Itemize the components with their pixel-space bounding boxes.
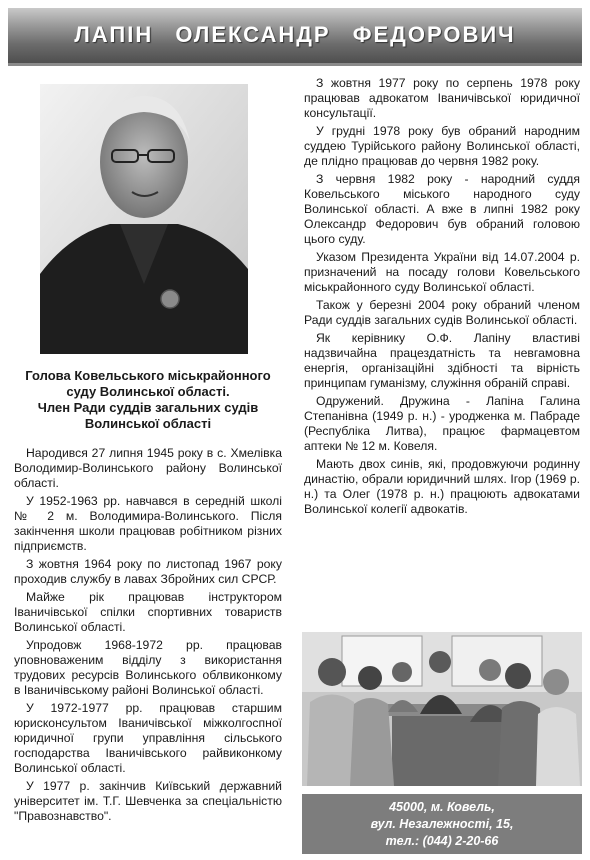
caption-line: Голова Ковельського міськрайонного (25, 368, 271, 383)
biography-paragraph: Мають двох синів, які, продовжуючи родинну династію, обрали юридичний шлях. Ігор (1969 р. н.) та Олег (1978 р. н.) працюють адвокатами Волинської колегії адвокатів. (304, 457, 580, 516)
page-title: ЛАПІН ОЛЕКСАНДР ФЕДОРОВИЧ (74, 22, 516, 47)
portrait-photo (40, 84, 248, 354)
group-photo (302, 632, 582, 786)
biography-paragraph: У 1952-1963 рр. навчався в середній школі № 2 м. Володимира-Волинського. Після закінчення школи працював робітником різних підприємств. (14, 494, 282, 553)
biography-paragraph: Також у березні 2004 року обраний членом Ради суддів загальних судів Волинської області. (304, 298, 580, 327)
header-banner (8, 8, 582, 66)
biography-paragraph: Указом Президента України від 14.07.2004 р. призначений на посаду голови Ковельського міськрайонного суду Волинської області. (304, 250, 580, 294)
biography-paragraph: Майже рік працював інструктором Іваничівської спілки спортивних товариств Волинської області. (14, 590, 282, 634)
caption-line: Член Ради суддів загальних судів (37, 400, 259, 415)
biography-paragraph: У 1977 р. закінчив Київський державний університет ім. Т.Г. Шевченка за спеціальністю "Правознавство". (14, 779, 282, 823)
biography-paragraph: Народився 27 липня 1945 року в с. Хмелівка Володимир-Волинського району Волинської області. (14, 446, 282, 490)
biography-right-column (304, 76, 580, 520)
address-line: 45000, м. Ковель, (389, 800, 495, 814)
group-photo-icon (302, 632, 582, 786)
portrait-photo-icon (40, 84, 248, 354)
biography-paragraph: З жовтня 1964 року по листопад 1967 року проходив службу в лавах Збройних сил СРСР. (14, 557, 282, 586)
biography-left-column (14, 446, 282, 827)
biography-paragraph: Як керівнику О.Ф. Лапіну властиві надзвичайна працездатність та невгамовна енергія, організаційні здібності та вірність принципам гуманізму, служіння обраній справі. (304, 331, 580, 390)
biography-paragraph: Упродовж 1968-1972 рр. працював уповноваженим відділу з використання трудових ресурсів Волинського облвиконкому в Іваничівському районі Волинської області. (14, 638, 282, 697)
position-caption (8, 368, 288, 432)
biography-paragraph: З червня 1982 року - народний суддя Ковельського міського народного суду Волинської області. А вже в липні 1982 року Олександр Федорович був обраний головою цього суду. (304, 172, 580, 246)
biography-paragraph: З жовтня 1977 року по серпень 1978 року працював адвокатом Іваничівської юридичної консультації. (304, 76, 580, 120)
court-address (302, 794, 582, 854)
caption-line: Волинської області (84, 416, 212, 431)
biography-paragraph: У грудні 1978 року був обраний народним суддею Турійського району Волинської області, де плідно працював до червня 1982 року. (304, 124, 580, 168)
caption-line: суду Волинської області. (66, 384, 230, 399)
biography-paragraph: У 1972-1977 рр. працював старшим юрисконсультом Іваничівської міжколгоспної юридичної групи управління сільського господарства Іваничівського райвиконкому Волинської області. (14, 701, 282, 775)
address-line: вул. Незалежності, 15, (370, 817, 514, 831)
address-phone: тел.: (044) 2-20-66 (385, 834, 499, 848)
biography-paragraph: Одружений. Дружина - Лапіна Галина Степанівна (1949 р. н.) - уродженка м. Пабраде (Республіка Литва), працює фармацевтом аптеки № 12 м. Ковеля. (304, 394, 580, 453)
